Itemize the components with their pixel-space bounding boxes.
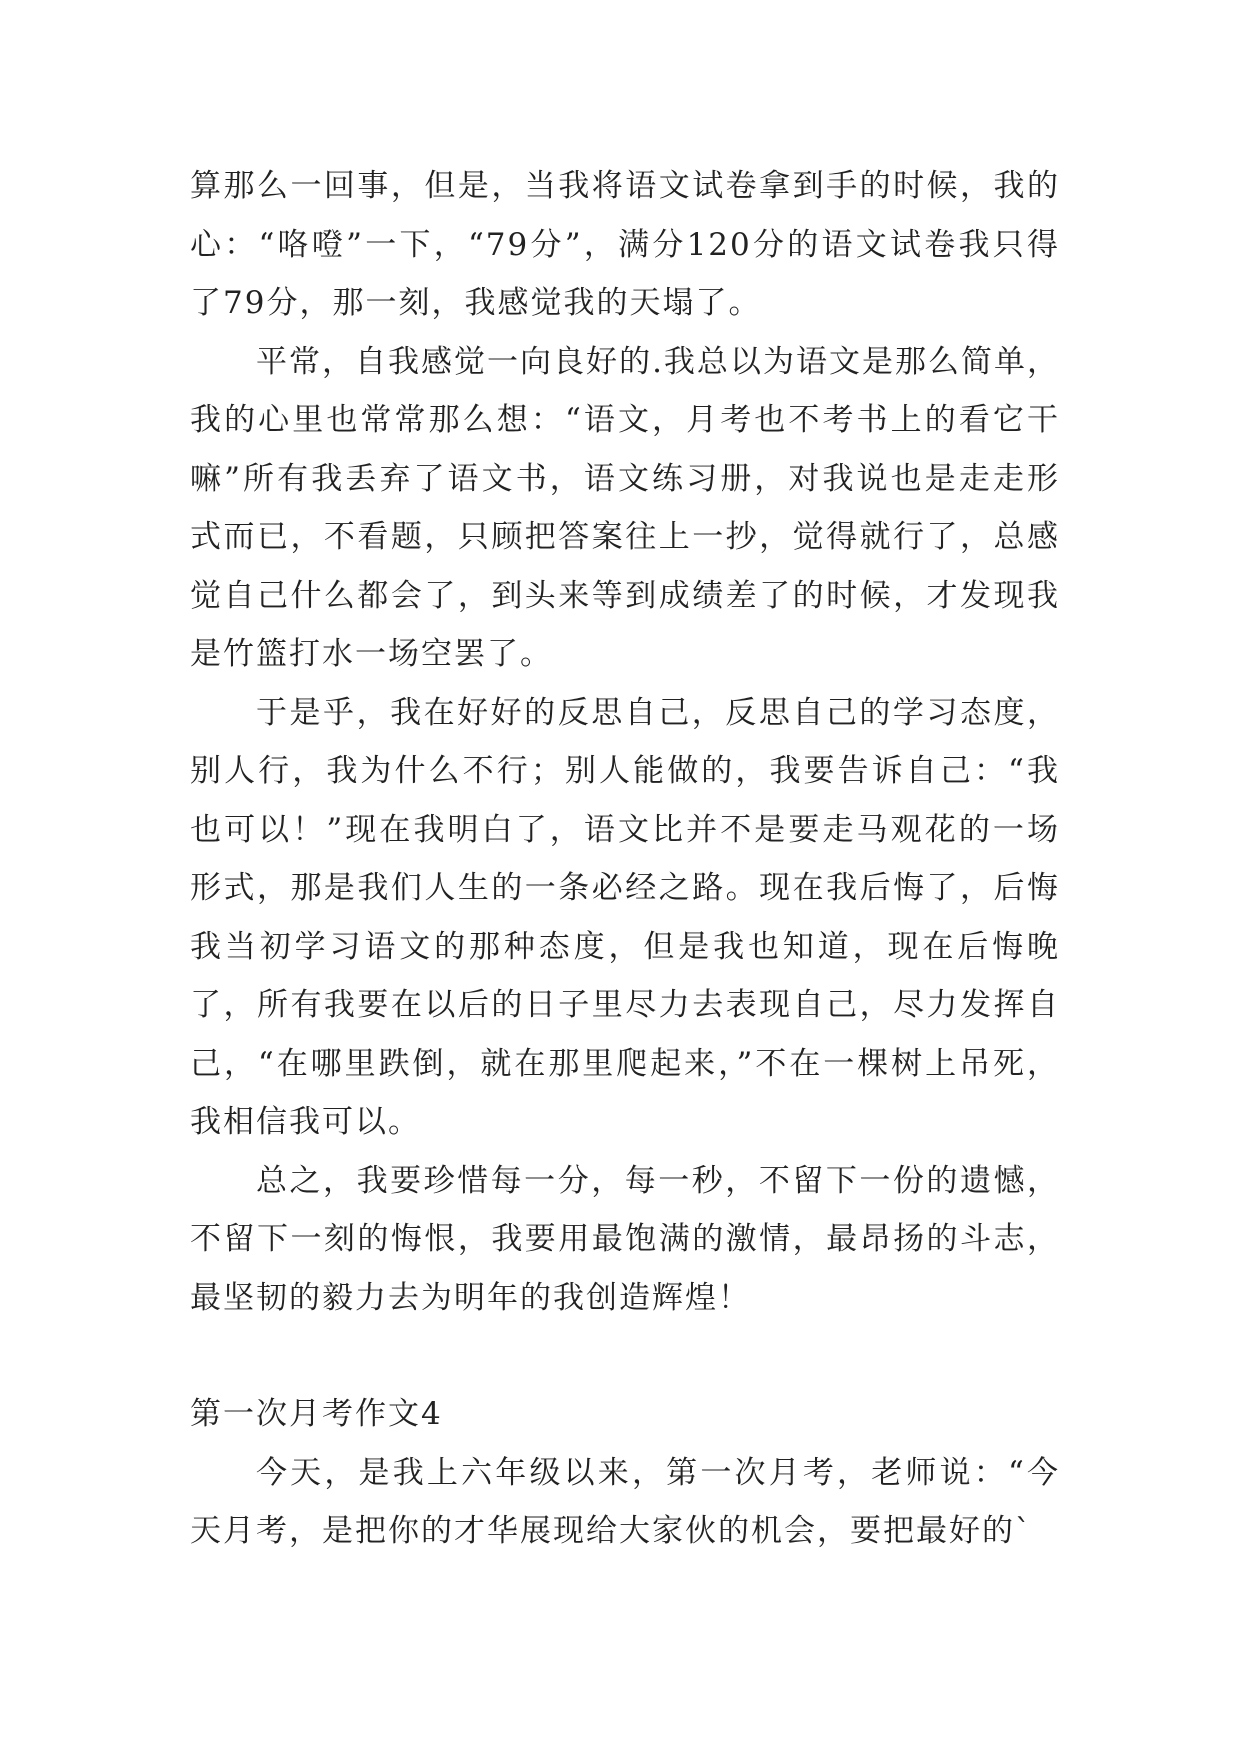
paragraph-continuation: 算那么一回事，但是，当我将语文试卷拿到手的时候，我的心：“咯噔”一下，“79分”，满分120分的语文试卷我只得了79分，那一刻，我感觉我的天塌了。	[190, 168, 1060, 321]
document-body	[190, 157, 1060, 1561]
paragraph-reflection: 于是乎，我在好好的反思自己，反思自己的学习态度，别人行，我为什么不行；别人能做的，我要告诉自己：“我也可以！”现在我明白了，语文比并不是要走马观花的一场形式，那是我们人生的一条必经之路。现在我后悔了，后悔我当初学习语文的那种态度，但是我也知道，现在后悔晚了，所有我要在以后的日子里尽力去表现自己，尽力发挥自己，“在哪里跌倒，就在那里爬起来，”不在一棵树上吊死，我相信我可以。	[190, 694, 1060, 1140]
paragraph-self-assessment: 平常，自我感觉一向良好的.我总以为语文是那么简单，我的心里也常常那么想：“语文，月考也不考书上的看它干嘛”所有我丢弃了语文书，语文练习册，对我说也是走走形式而已，不看题，只顾把答案往上一抄，觉得就行了，总感觉自己什么都会了，到头来等到成绩差了的时候，才发现我是竹篮打水一场空罢了。	[190, 343, 1060, 672]
paragraph-conclusion: 总之，我要珍惜每一分，每一秒，不留下一份的遗憾，不留下一刻的悔恨，我要用最饱满的激情，最昂扬的斗志，最坚韧的毅力去为明年的我创造辉煌！	[190, 1162, 1060, 1316]
essay-heading: 第一次月考作文4	[190, 1396, 443, 1432]
paragraph-essay4-intro: 今天，是我上六年级以来，第一次月考，老师说：“今天月考，是把你的才华展现给大家伙的机会，要把最好的`	[190, 1454, 1060, 1549]
